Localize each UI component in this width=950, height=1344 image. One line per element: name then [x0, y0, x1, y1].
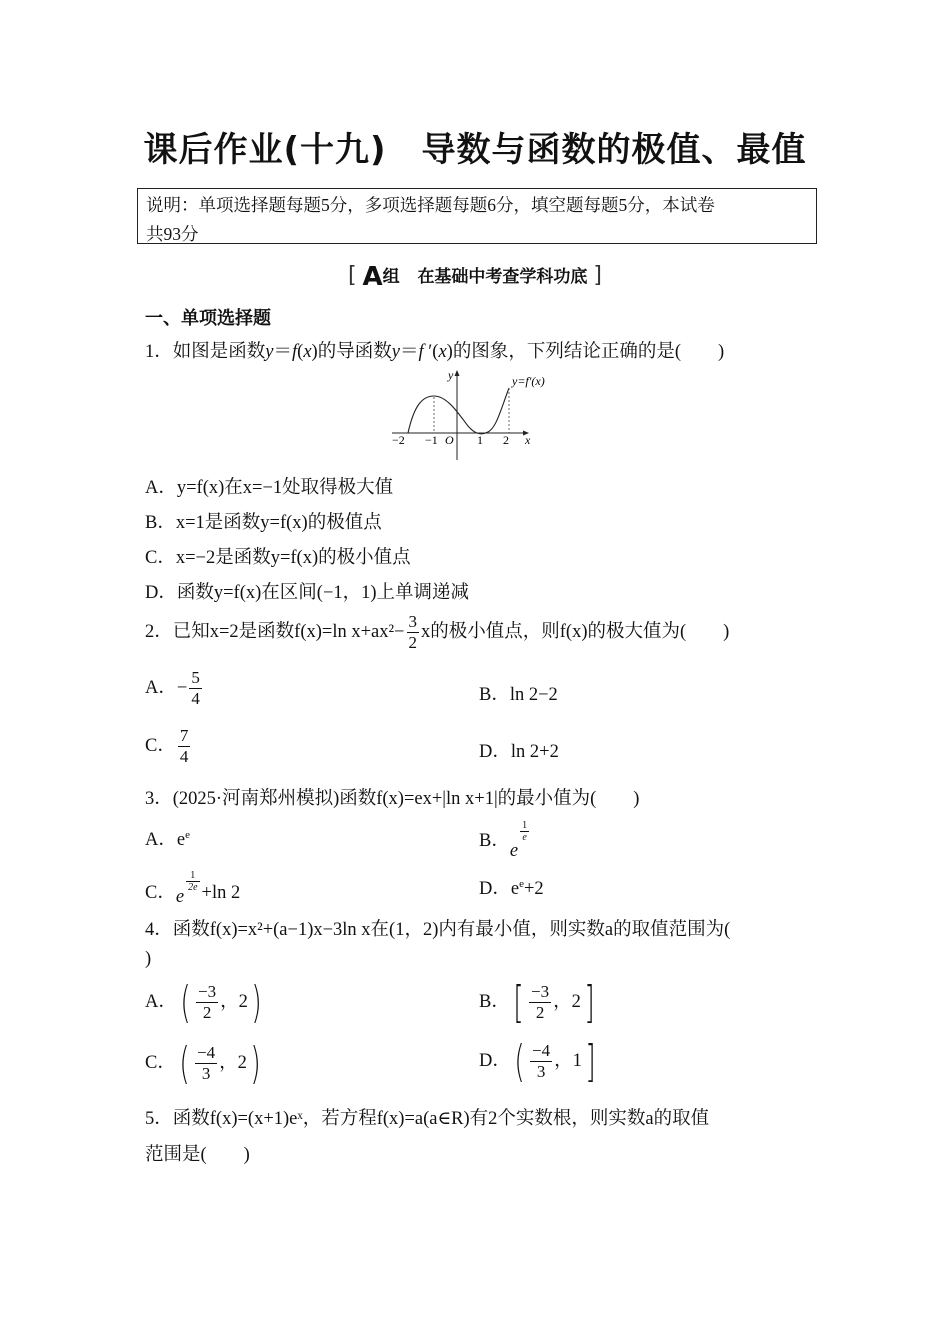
q1-option-d[interactable]: D．函数y=f(x)在区间(−1，1)上单调递减: [145, 583, 470, 603]
graph-tick-2: 2: [503, 433, 509, 447]
q1-option-b[interactable]: B．x=1是函数y=f(x)的极值点: [145, 513, 382, 533]
q2-option-c[interactable]: C． $\frac{7}{4}$: [145, 726, 189, 766]
graph-tick-neg2: −2: [392, 433, 405, 447]
graph-tick-neg1: −1: [425, 433, 438, 447]
q2-option-a[interactable]: A．− $\frac{5}{4}$: [145, 668, 200, 708]
q2-option-b[interactable]: B．ln 2−2: [479, 685, 558, 705]
q1-option-c[interactable]: C．x=−2是函数y=f(x)的极小值点: [145, 548, 411, 568]
q4-stem-line-2: ): [145, 949, 152, 969]
q5-stem-line-2: 范围是( ): [145, 1145, 250, 1165]
graph-tick-1: 1: [477, 433, 483, 447]
page-title: 课后作业(十九) 导数与函数的极值、最值: [143, 130, 807, 170]
q4-option-b[interactable]: B．[ $\frac{-3}{2}$ ，2]: [479, 976, 595, 1028]
graph-curve-label: y=f′(x): [512, 374, 545, 388]
instructions-line-2: 共93分: [146, 224, 199, 244]
q4-option-a[interactable]: A．( $\frac{-3}{2}$ ，2): [145, 976, 262, 1028]
q3-stem: 3．(2025·河南郑州模拟)函数f(x)=ex+|ln x+1|的最小值为( ): [145, 789, 640, 809]
q4-stem-line-1: 4．函数f(x)=x²+(a−1)x−3ln x在(1，2)内有最小值，则实数a的取值范围为(: [145, 920, 731, 940]
graph-x-label: x: [525, 433, 531, 447]
group-letter: A: [362, 262, 383, 292]
q3-option-a[interactable]: A．$e^e$: [145, 828, 190, 850]
q1-option-a[interactable]: A．y=f(x)在x=−1处取得极大值: [145, 478, 394, 498]
instructions-line-1: 说明：单项选择题每题5分，多项选择题每题6分，填空题每题5分，本试卷: [146, 195, 715, 215]
group-heading: [ A组 在基础中考查学科功底 ]: [348, 262, 602, 292]
q2-option-d[interactable]: D．ln 2+2: [479, 742, 559, 762]
q3-option-d[interactable]: D．$e^e+2$: [479, 877, 544, 899]
group-label: 组: [382, 267, 400, 287]
q5-stem-line-1: 5．函数f(x)=(x+1)eˣ，若方程f(x)=a(a∈R)有2个实数根，则实数a的取值: [145, 1109, 710, 1129]
q3-option-b[interactable]: B．e $\frac{1}{e}$: [479, 820, 528, 861]
graph-tick-origin: O: [445, 433, 454, 447]
q1-stem: 1．如图是函数y＝f(x)的导函数y＝f ′(x)的图象，下列结论正确的是( ): [145, 342, 725, 362]
q2-stem: 2．已知x=2是函数f(x)=ln x+ax²− $\frac{3}{2}$ x的极小值点，则f(x)的极大值为( ): [145, 612, 730, 652]
graph-y-label: y: [448, 368, 454, 382]
q4-option-c[interactable]: C．( $\frac{-4}{3}$ ，2): [145, 1037, 261, 1089]
q4-option-d[interactable]: D．( $\frac{-4}{3}$ ，1]: [479, 1035, 596, 1087]
group-text: 在基础中考查学科功底: [417, 267, 588, 287]
instructions-box: [137, 188, 817, 244]
q3-option-c[interactable]: C．e $\frac{1}{2e}$ +ln 2: [145, 870, 241, 907]
section-heading: 一、单项选择题: [145, 308, 271, 329]
q1-graph: [388, 366, 568, 462]
